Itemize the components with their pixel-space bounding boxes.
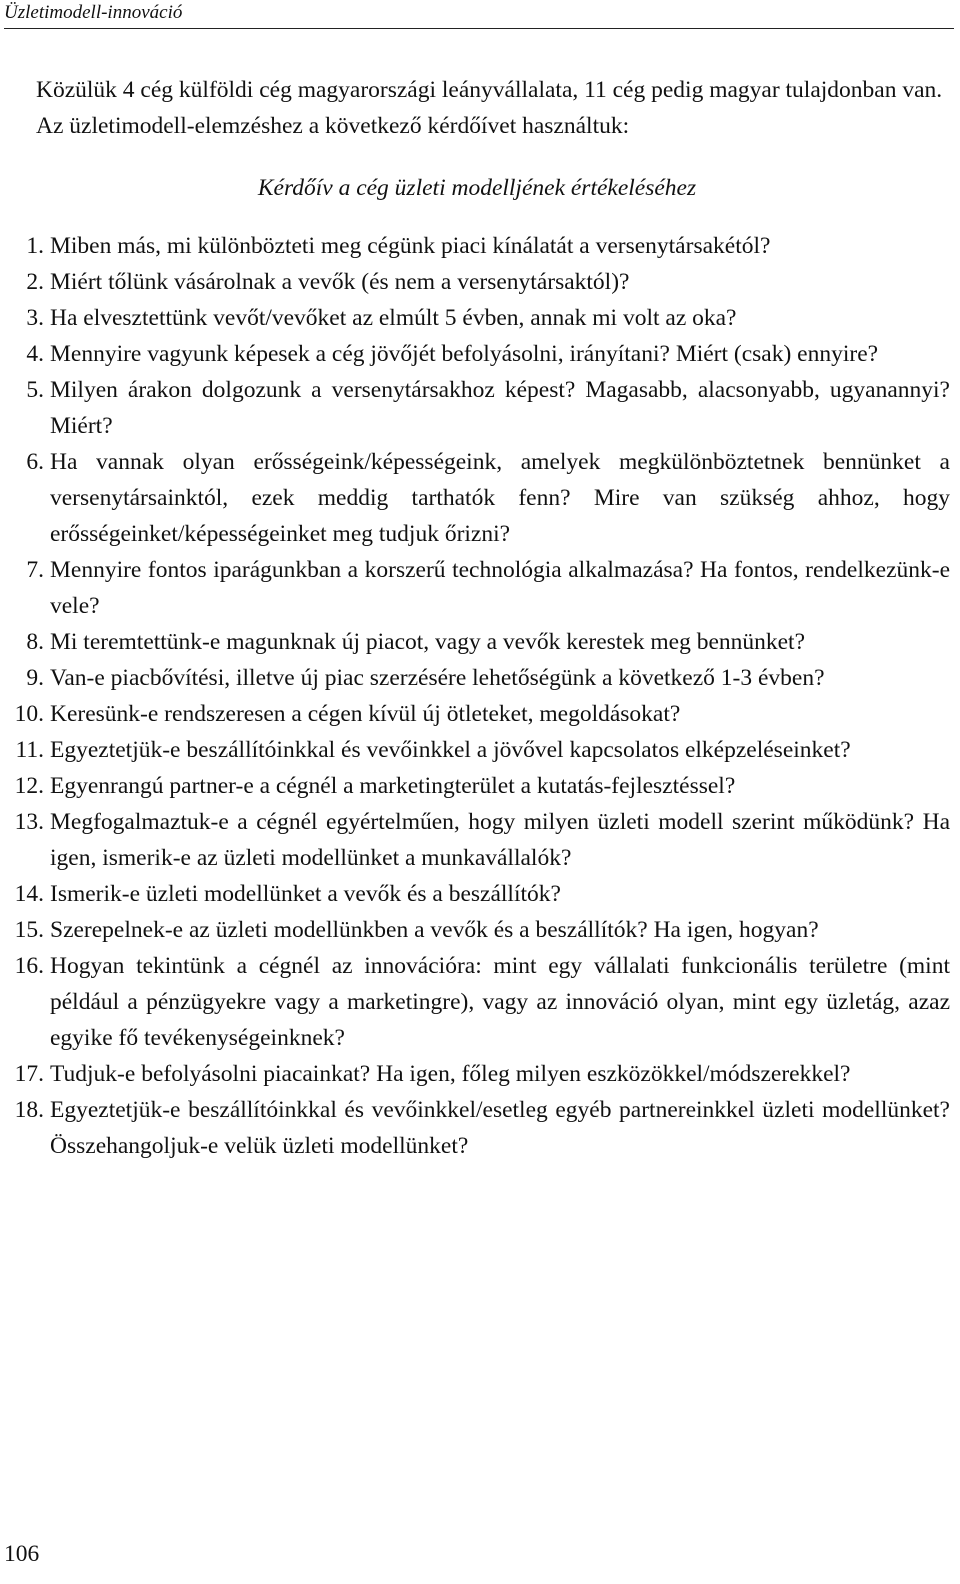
question-text: Miben más, mi különbözteti meg cégünk piaci kínálatát a versenytársakétól? — [50, 233, 771, 259]
question-text: Ismerik-e üzleti modellünket a vevők és a beszállítók? — [50, 881, 561, 907]
question-item — [4, 228, 950, 264]
question-number: 13. — [14, 809, 44, 835]
question-number: 7. — [26, 557, 44, 583]
running-header — [4, 0, 954, 29]
question-number: 18. — [14, 1097, 44, 1123]
question-item — [4, 1056, 950, 1092]
running-title: Üzletimodell-innováció — [4, 2, 183, 23]
question-item — [4, 660, 950, 696]
question-number: 4. — [26, 341, 44, 367]
question-text: Miért tőlünk vásárolnak a vevők (és nem a versenytársaktól)? — [50, 269, 630, 295]
question-item — [4, 732, 950, 768]
question-number: 16. — [14, 953, 44, 979]
question-number: 15. — [14, 917, 44, 943]
question-item — [4, 696, 950, 732]
question-number: 10. — [14, 701, 44, 727]
question-item — [4, 444, 950, 552]
question-item — [4, 876, 950, 912]
question-text: Van-e piacbővítési, illetve új piac szerzésére lehetőségünk a következő 1-3 évben? — [50, 665, 825, 691]
question-item — [4, 912, 950, 948]
question-text: Mennyire vagyunk képesek a cég jövőjét befolyásolni, irányítani? Miért (csak) ennyire? — [50, 341, 879, 367]
question-text: Tudjuk-e befolyásolni piacainkat? Ha igen, főleg milyen eszközökkel/módszerekkel? — [50, 1061, 851, 1087]
question-item — [4, 624, 950, 660]
question-item — [4, 552, 950, 624]
question-number: 17. — [14, 1061, 44, 1087]
questionnaire-title: Kérdőív a cég üzleti modelljének értékeléséhez — [257, 175, 697, 201]
question-number: 11. — [15, 737, 44, 763]
question-list — [4, 228, 950, 1164]
question-number: 1. — [26, 233, 44, 259]
question-number: 8. — [26, 629, 44, 655]
question-item — [4, 336, 950, 372]
question-number: 6. — [26, 449, 44, 475]
question-text: Ha elvesztettünk vevőt/vevőket az elmúlt 5 évben, annak mi volt az oka? — [50, 305, 737, 331]
question-text: Megfogalmaztuk-e a cégnél egyértelműen, hogy milyen üzleti modell szerint működünk? Ha igen, ismerik-e az üzleti modellünket a munkavállalók? — [50, 809, 950, 871]
question-item — [4, 804, 950, 876]
question-text: Hogyan tekintünk a cégnél az innovációra: mint egy vállalati funkcionális területre (mint például a pénzügyekre vagy a marketingre), vagy az innováció olyan, mint egy üzletág, azaz egyike fő tevékenységeinknek? — [50, 953, 950, 1051]
question-text: Ha vannak olyan erősségeink/képességeink, amelyek megkülönböztetnek bennünket a versenytársainktól, ezek meddig tarthatók fenn? Mire van szükség ahhoz, hogy erősségeinket/képességeinket meg tudjuk őrizni? — [50, 449, 950, 547]
question-text: Keresünk-e rendszeresen a cégen kívül új ötleteket, megoldásokat? — [50, 701, 681, 727]
intro-paragraph: Közülük 4 cég külföldi cég magyarországi leányvállalata, 11 cég pedig magyar tulajdonban van. — [36, 77, 943, 103]
question-item — [4, 300, 950, 336]
question-item — [4, 372, 950, 444]
question-text: Milyen árakon dolgozunk a versenytársakhoz képest? Magasabb, alacsonyabb, ugyanannyi? Miért? — [50, 377, 950, 439]
question-text: Mi teremtettünk-e magunknak új piacot, vagy a vevők kerestek meg bennünket? — [50, 629, 806, 655]
question-text: Mennyire fontos iparágunkban a korszerű technológia alkalmazása? Ha fontos, rendelkezünk-e vele? — [50, 557, 950, 619]
question-text: Egyenrangú partner-e a cégnél a marketingterület a kutatás-fejlesztéssel? — [50, 773, 736, 799]
lead-in-paragraph: Az üzletimodell-elemzéshez a következő kérdőívet használtuk: — [36, 113, 630, 139]
question-number: 12. — [14, 773, 44, 799]
question-item — [4, 948, 950, 1056]
question-number: 9. — [26, 665, 44, 691]
question-item — [4, 768, 950, 804]
page-number: 106 — [4, 1541, 40, 1567]
question-text: Szerepelnek-e az üzleti modellünkben a vevők és a beszállítók? Ha igen, hogyan? — [50, 917, 819, 943]
question-number: 3. — [26, 305, 44, 331]
question-item — [4, 264, 950, 300]
question-text: Egyeztetjük-e beszállítóinkkal és vevőinkkel a jövővel kapcsolatos elképzeléseinket? — [50, 737, 851, 763]
question-number: 2. — [26, 269, 44, 295]
question-number: 5. — [26, 377, 44, 403]
question-number: 14. — [14, 881, 44, 907]
question-item — [4, 1092, 950, 1164]
page-body — [4, 72, 950, 1164]
question-text: Egyeztetjük-e beszállítóinkkal és vevőinkkel/esetleg egyéb partnereinkkel üzleti modellünket? Összehangoljuk-e velük üzleti modellünket? — [50, 1097, 950, 1159]
